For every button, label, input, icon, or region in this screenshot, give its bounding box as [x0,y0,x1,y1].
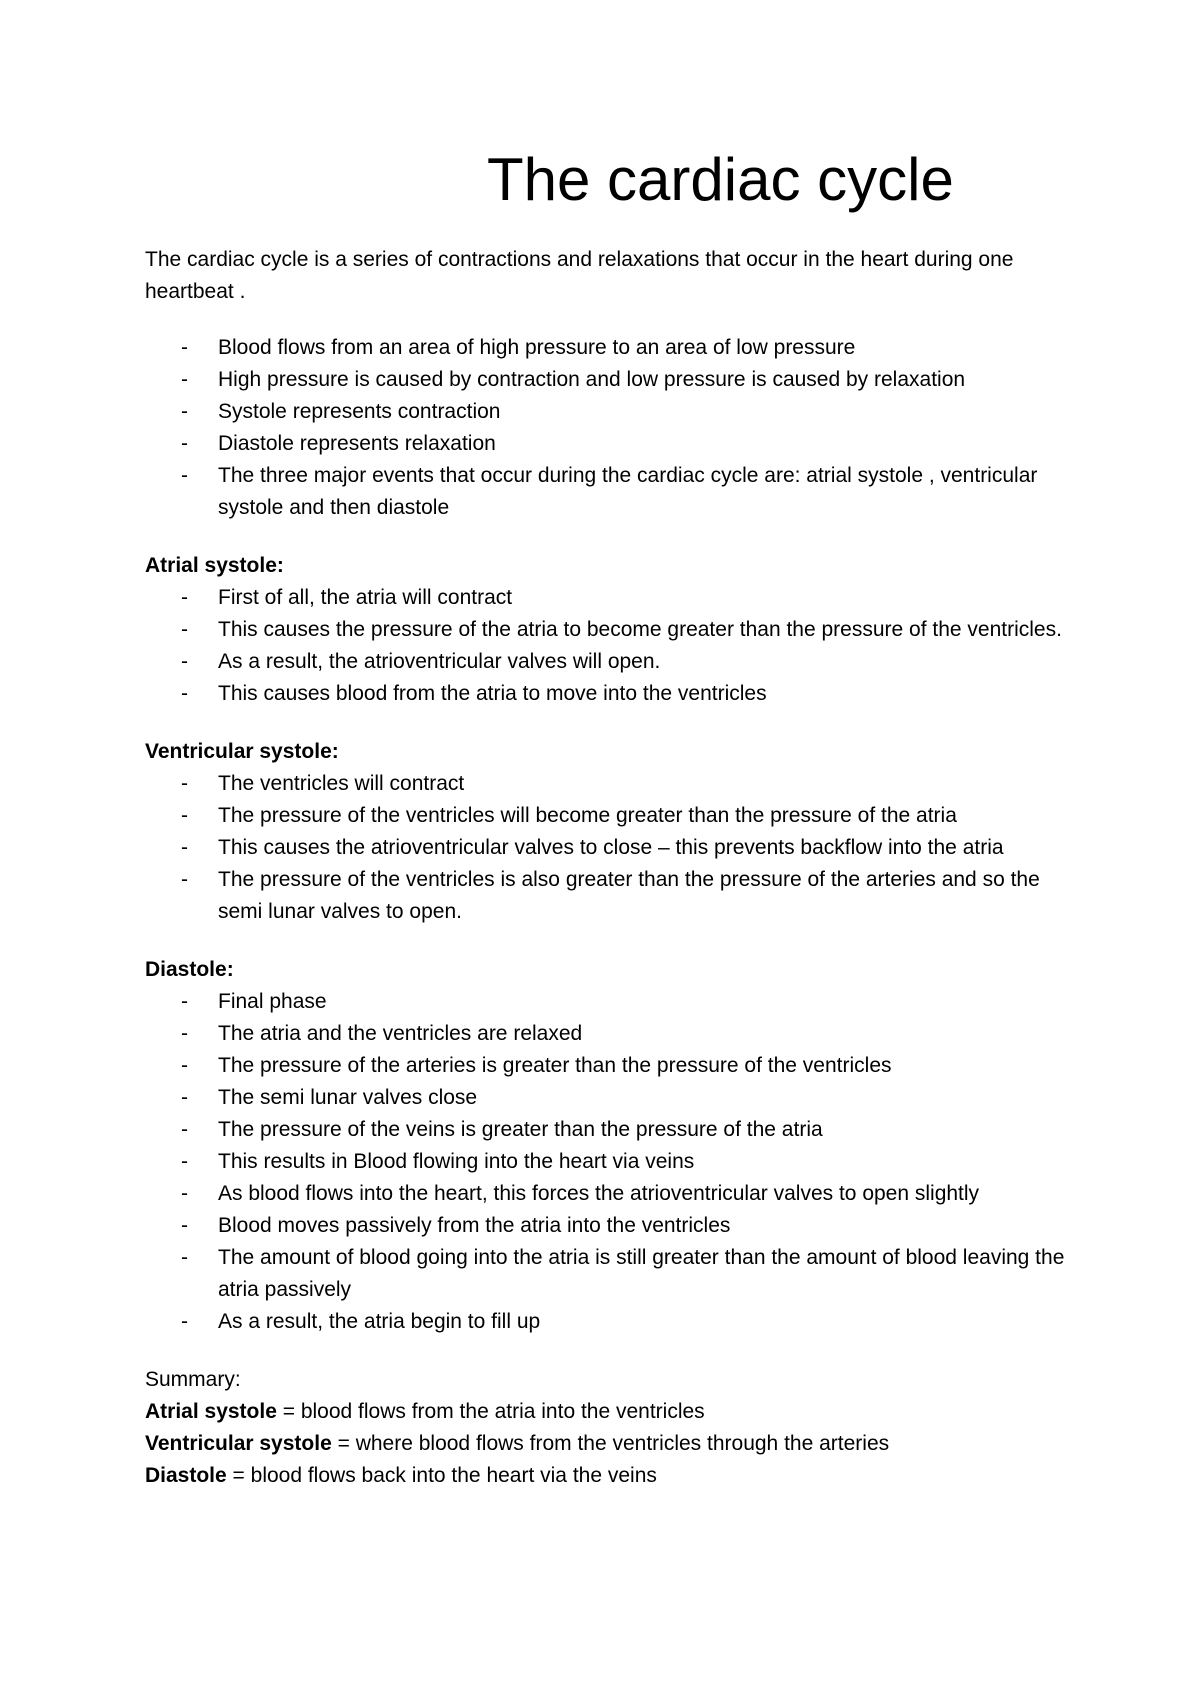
list-item: - As a result, the atrioventricular valves will open. [145,646,1065,678]
list-item: - Final phase [145,986,1065,1018]
list-item: - The ventricles will contract [145,768,1065,800]
list-item: - Blood moves passively from the atria into the ventricles [145,1210,1065,1242]
summary-term: Ventricular systole [145,1432,332,1455]
section-heading-ventricular-systole: Ventricular systole: [145,740,339,763]
atrial-systole-list [145,582,1065,710]
document-body [145,244,1065,1492]
intro-bullet-list [145,332,1065,524]
summary-heading: Summary: [145,1368,241,1391]
list-item: - This causes blood from the atria to move into the ventricles [145,678,1065,710]
page-title: The cardiac cycle [487,146,954,213]
section-heading-atrial-systole: Atrial systole: [145,554,284,577]
list-item: - Systole represents contraction [145,396,1065,428]
list-item: - High pressure is caused by contraction and low pressure is caused by relaxation [145,364,1065,396]
list-item: - This causes the pressure of the atria to become greater than the pressure of the ventricles. [145,614,1065,646]
summary-line-ventricular-systole [145,1428,1065,1460]
intro-paragraph: The cardiac cycle is a series of contractions and relaxations that occur in the heart during one heartbeat . [145,248,1014,303]
list-item: - The pressure of the ventricles will become greater than the pressure of the atria [145,800,1065,832]
summary-definition: = blood flows from the atria into the ventricles [276,1400,705,1423]
list-item: - The three major events that occur during the cardiac cycle are: atrial systole , ventricular systole and then diastole [145,460,1065,524]
list-item: - The semi lunar valves close [145,1082,1065,1114]
list-item: - First of all, the atria will contract [145,582,1065,614]
summary-term: Diastole [145,1464,227,1487]
list-item: - As blood flows into the heart, this forces the atrioventricular valves to open slightly [145,1178,1065,1210]
list-item: - Blood flows from an area of high pressure to an area of low pressure [145,332,1065,364]
summary-definition: = where blood flows from the ventricles through the arteries [331,1432,890,1455]
list-item: - The pressure of the veins is greater than the pressure of the atria [145,1114,1065,1146]
list-item: - This results in Blood flowing into the heart via veins [145,1146,1065,1178]
list-item: - The pressure of the arteries is greater than the pressure of the ventricles [145,1050,1065,1082]
section-heading-diastole: Diastole: [145,958,234,981]
list-item: - Diastole represents relaxation [145,428,1065,460]
list-item: - As a result, the atria begin to fill up [145,1306,1065,1338]
summary-term: Atrial systole [145,1400,277,1423]
diastole-list [145,986,1065,1338]
summary-definition: = blood flows back into the heart via the veins [226,1464,657,1487]
summary-line-diastole [145,1460,1065,1492]
ventricular-systole-list [145,768,1065,928]
list-item: - The amount of blood going into the atria is still greater than the amount of blood leaving the atria passively [145,1242,1065,1306]
summary-line-atrial-systole [145,1396,1065,1428]
list-item: - This causes the atrioventricular valves to close – this prevents backflow into the atria [145,832,1065,864]
list-item: - The pressure of the ventricles is also greater than the pressure of the arteries and so the semi lunar valves to open. [145,864,1065,928]
list-item: - The atria and the ventricles are relaxed [145,1018,1065,1050]
